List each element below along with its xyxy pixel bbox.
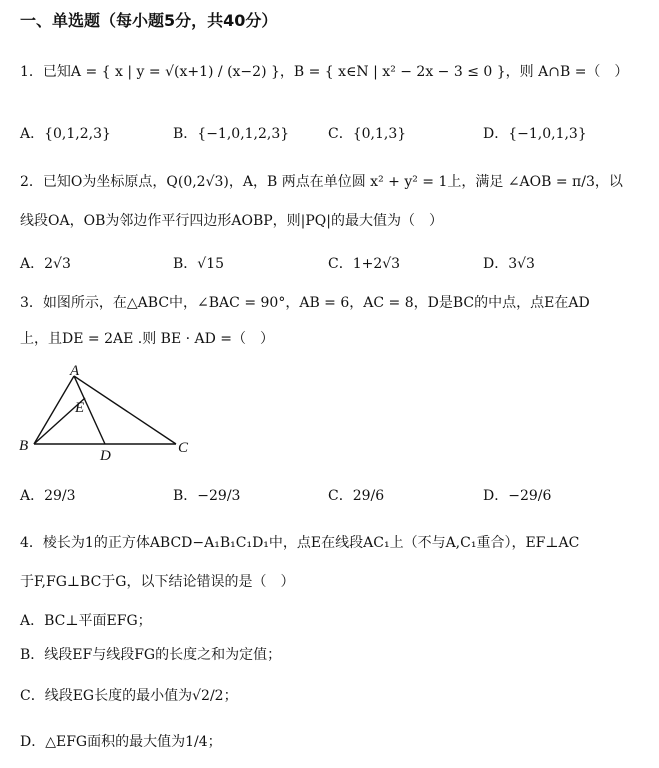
q4-option-c[interactable]: C．线段EG长度的最小值为√2/2； — [20, 688, 238, 704]
q1-set-b: B = { x∈N | x² − 2x − 3 ≤ 0 } — [293, 64, 506, 80]
q2-option-d[interactable]: D．3√3 — [483, 256, 535, 272]
q1-stem-suffix: ，则 A∩B =（ ） — [505, 64, 629, 80]
question-2-line-1: 2．已知O为坐标原点，Q(0,2√3)，A，B 两点在单位圆 x² + y² = 1上，满足 ∠AOB = π/3，以 — [20, 174, 623, 190]
q3-option-c[interactable]: C．29/6 — [328, 488, 385, 504]
q3-option-d[interactable]: D．−29/6 — [483, 488, 552, 504]
label-c: C — [178, 440, 189, 456]
q4-option-b[interactable]: B．线段EF与线段FG的长度之和为定值； — [20, 647, 282, 663]
label-b: B — [19, 438, 29, 454]
edge-ab — [34, 376, 74, 444]
q1-option-c[interactable]: C．{0,1,3} — [328, 126, 407, 142]
q1-option-b[interactable]: B．{−1,0,1,2,3} — [173, 126, 290, 142]
section-title: 一、单选题（每小题5分，共40分） — [20, 11, 278, 30]
q4-option-a[interactable]: A．BC⊥平面EFG； — [20, 613, 152, 629]
q1-option-d[interactable]: D．{−1,0,1,3} — [483, 126, 587, 142]
q3-option-b[interactable]: B．−29/3 — [173, 488, 241, 504]
question-1-stem: 1．已知A = { x | y = √(x+1) / (x−2) }，B = { x∈N | x² − 2x − 3 ≤ 0 }，则 A∩B =（ ） — [20, 64, 629, 80]
q1-stem-prefix: 1．已知 — [20, 64, 71, 80]
triangle-figure — [14, 364, 204, 466]
question-4-line-2: 于F,FG⊥BC于G，以下结论错误的是（ ） — [20, 574, 295, 590]
q2-option-b[interactable]: B．√15 — [173, 256, 225, 272]
question-3-line-1: 3．如图所示，在△ABC中，∠BAC = 90°，AB = 6，AC = 8，D是BC的中点，点E在AD — [20, 295, 590, 311]
q4-option-d[interactable]: D．△EFG面积的最大值为1/4； — [20, 734, 222, 750]
label-e: E — [75, 400, 85, 416]
q3-option-a[interactable]: A．29/3 — [20, 488, 76, 504]
q2-option-c[interactable]: C．1+2√3 — [328, 256, 401, 272]
q2-option-a[interactable]: A．2√3 — [20, 256, 71, 272]
question-2-line-2: 线段OA，OB为邻边作平行四边形AOBP，则|PQ|的最大值为（ ） — [20, 213, 443, 229]
label-d: D — [100, 448, 111, 464]
label-a: A — [70, 364, 80, 379]
question-3-line-2: 上，且DE = 2AE .则 BE · AD =（ ） — [20, 331, 275, 347]
question-4-line-1: 4．棱长为1的正方体ABCD−A₁B₁C₁D₁中，点E在线段AC₁上（不与A,C₁重合），EF⊥AC — [20, 535, 580, 551]
q1-set-a: A = { x | y = √(x+1) / (x−2) } — [70, 64, 280, 80]
q1-option-a[interactable]: A．{0,1,2,3} — [20, 126, 111, 142]
